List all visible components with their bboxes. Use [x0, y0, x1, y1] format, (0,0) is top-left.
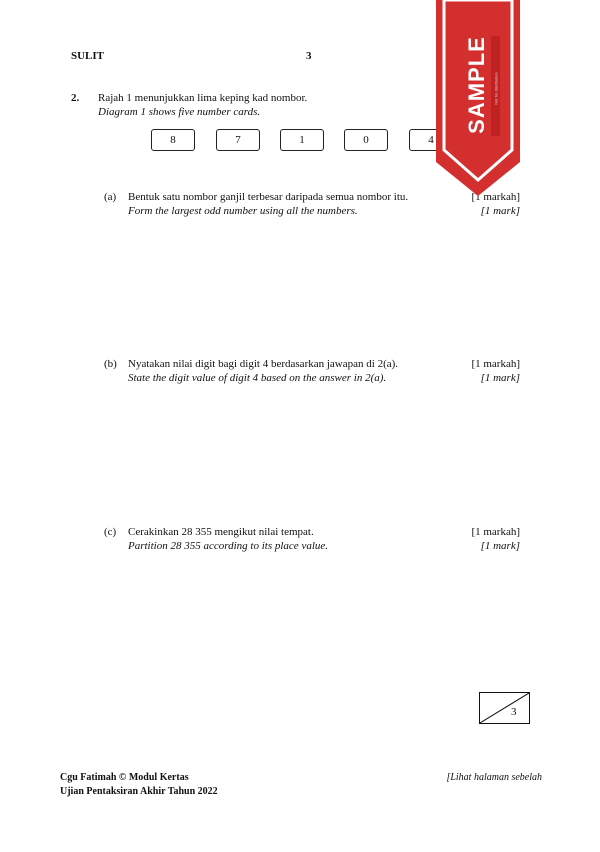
mark-allocation-ms: [1 markah]: [471, 358, 520, 370]
question-intro-ms: Rajah 1 menunjukkan lima keping kad nombor.: [98, 92, 308, 104]
part-text-en: State the digit value of digit 4 based on the answer in 2(a).: [128, 372, 387, 384]
part-text-ms: Cerakinkan 28 355 mengikut nilai tempat.: [128, 526, 314, 538]
number-card: 7: [216, 129, 260, 151]
number-card: 0: [344, 129, 388, 151]
part-label: (c): [104, 526, 117, 538]
number-card: 8: [151, 129, 195, 151]
sample-watermark-text: SAMPLE: [464, 36, 489, 134]
header-sulit: SULIT: [71, 50, 105, 62]
footer-next-page: [Lihat halaman sebelah: [446, 772, 542, 783]
score-box-diagonal: [480, 693, 529, 723]
part-text-en: Form the largest odd number using all the numbers.: [128, 205, 358, 217]
part-text-ms: Bentuk satu nombor ganjil terbesar daripada semua nombor itu.: [128, 191, 409, 203]
mark-allocation-ms: [1 markah]: [471, 191, 520, 203]
part-label: (b): [104, 358, 117, 370]
mark-allocation-en: [1 mark]: [480, 540, 520, 552]
number-card: 4: [409, 129, 453, 151]
part-text-ms: Nyatakan nilai digit bagi digit 4 berdasarkan jawapan di 2(a).: [128, 358, 399, 370]
score-box-value: 3: [511, 706, 517, 718]
mark-allocation-en: [1 mark]: [480, 205, 520, 217]
question-number: 2.: [71, 92, 80, 104]
footer-author: Cgu Fatimah © Modul Kertas: [60, 772, 189, 783]
page-number: 3: [306, 50, 312, 62]
part-label: (a): [104, 191, 117, 203]
footer-exam-title: Ujian Pentaksiran Akhir Tahun 2022: [60, 786, 218, 797]
sample-watermark-small-text: Not for distribution: [493, 71, 499, 105]
part-text-en: Partition 28 355 according to its place value.: [128, 540, 329, 552]
score-box: [479, 692, 530, 724]
mark-allocation-en: [1 mark]: [480, 372, 520, 384]
mark-allocation-ms: [1 markah]: [471, 526, 520, 538]
number-card: 1: [280, 129, 324, 151]
question-intro-en: Diagram 1 shows five number cards.: [98, 106, 261, 118]
